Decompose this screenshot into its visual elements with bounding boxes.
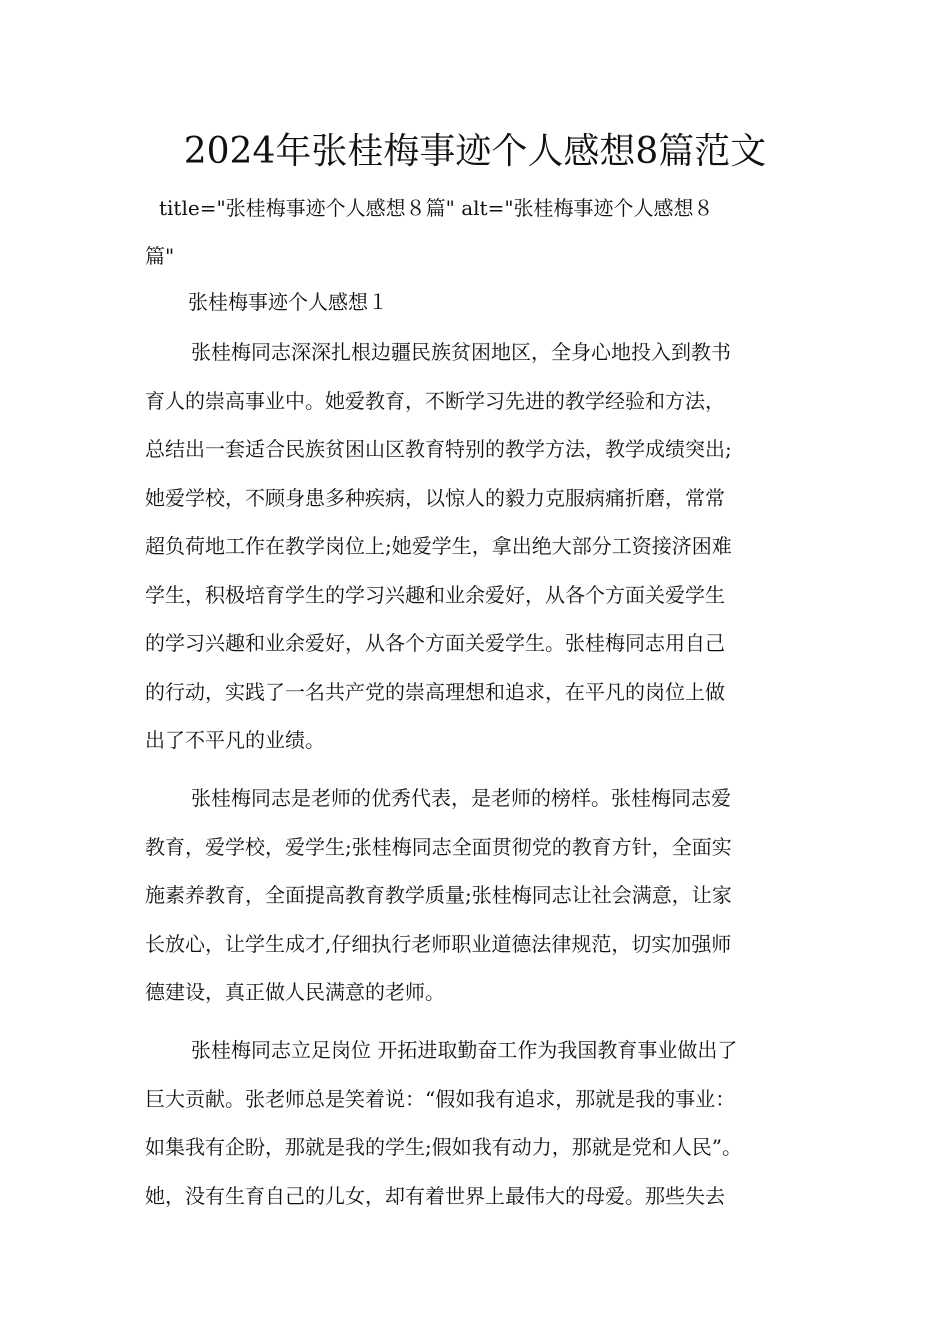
paragraph-line: 如集我有企盼，那就是我的学生;假如我有动力，那就是党和人民”。: [145, 1135, 742, 1159]
section-heading: 张桂梅事迹个人感想１: [188, 290, 388, 314]
paragraph-line: 的行动，实践了一名共产党的崇高理想和追求，在平凡的岗位上做: [145, 679, 725, 704]
meta-line: title="张桂梅事迹个人感想８篇" alt="张桂梅事迹个人感想８: [159, 196, 714, 220]
paragraph-line: 长放心，让学生成才,仔细执行老师职业道德法律规范，切实加强师: [145, 931, 732, 956]
paragraph-line: 张桂梅同志深深扎根边疆民族贫困地区，全身心地投入到教书: [191, 340, 731, 364]
meta-line: 篇": [145, 244, 175, 268]
paragraph-line: 出了不平凡的业绩。: [145, 728, 325, 752]
document-title: 2024年张桂梅事迹个人感想8篇范文: [183, 131, 767, 172]
paragraph-line: 她，没有生育自己的儿女，却有着世界上最伟大的母爱。那些失去: [145, 1183, 725, 1208]
paragraph-line: 巨大贡献。张老师总是笑着说：“假如我有追求，那就是我的事业：: [145, 1086, 736, 1111]
paragraph-line: 总结出一套适合民族贫困山区教育特别的教学方法，教学成绩突出;: [145, 437, 732, 461]
paragraph-line: 超负荷地工作在教学岗位上;她爱学生，拿出绝大部分工资接济困难: [145, 534, 732, 558]
paragraph-3: [145, 1026, 815, 1220]
paragraph-line: 张桂梅同志是老师的优秀代表，是老师的榜样。张桂梅同志爱: [191, 786, 731, 810]
paragraph-line: 育人的崇高事业中。她爱教育，不断学习先进的教学经验和方法，: [145, 388, 725, 413]
paragraph-line: 施素养教育，全面提高教育教学质量;张桂梅同志让社会满意，让家: [145, 883, 732, 907]
image-meta-text: [145, 184, 815, 280]
paragraph-1: [145, 328, 815, 765]
paragraph-line: 学生，积极培育学生的学习兴趣和业余爱好，从各个方面关爱学生: [145, 582, 725, 607]
paragraph-line: 张桂梅同志立足岗位 开拓进取勤奋工作为我国教育事业做出了: [191, 1038, 738, 1062]
paragraph-line: 教育，爱学校，爱学生;张桂梅同志全面贯彻党的教育方针，全面实: [145, 834, 732, 859]
paragraph-line: 的学习兴趣和业余爱好，从各个方面关爱学生。张桂梅同志用自己: [145, 631, 725, 655]
paragraph-2: [145, 774, 815, 1017]
paragraph-line: 德建设，真正做人民满意的老师。: [145, 980, 445, 1004]
paragraph-line: 她爱学校，不顾身患多种疾病，以惊人的毅力克服病痛折磨，常常: [145, 485, 725, 510]
